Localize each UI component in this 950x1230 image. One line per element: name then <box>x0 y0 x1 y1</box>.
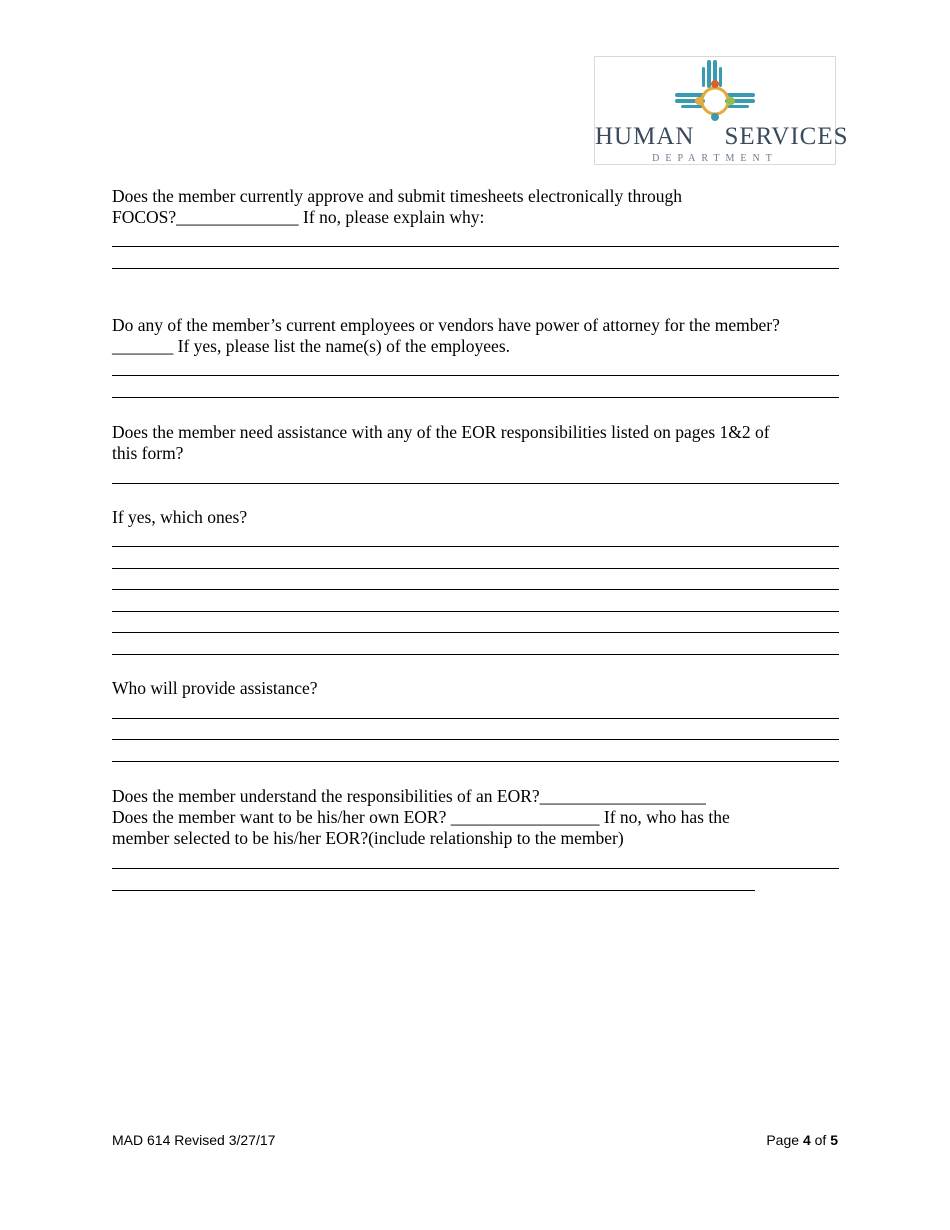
question-eor-selected: member selected to be his/her EOR?(include relationship to the member) <box>112 828 624 848</box>
answer-line[interactable] <box>112 890 755 891</box>
question-eor-own: Does the member want to be his/her own EOR? _________________ If no, who has the <box>112 807 730 827</box>
question-poa-line1: Do any of the member’s current employees or vendors have power of attorney for the member? <box>112 315 780 335</box>
answer-line[interactable] <box>112 632 839 633</box>
form-id: MAD 614 Revised 3/27/17 <box>112 1132 276 1148</box>
answer-line[interactable] <box>112 739 839 740</box>
hsd-logo <box>594 56 849 165</box>
answer-line[interactable] <box>112 483 839 484</box>
zia-sun-icon <box>595 57 835 127</box>
question-focos-line2: FOCOS?______________ If no, please explain why: <box>112 207 485 227</box>
page-number: Page 4 of 5 <box>766 1132 838 1148</box>
answer-line[interactable] <box>112 546 839 547</box>
question-focos-line1: Does the member currently approve and submit timesheets electronically through <box>112 186 683 206</box>
question-poa-line2: _______ If yes, please list the name(s) of the employees. <box>112 336 511 356</box>
question-eor-assist-line2: this form? <box>112 443 184 463</box>
answer-line[interactable] <box>112 761 839 762</box>
question-which-ones: If yes, which ones? <box>112 507 248 527</box>
answer-line[interactable] <box>112 568 839 569</box>
question-eor-understand: Does the member understand the responsibilities of an EOR?___________________ <box>112 786 706 806</box>
answer-line[interactable] <box>112 611 839 612</box>
answer-line[interactable] <box>112 718 839 719</box>
logo-department: DEPARTMENT <box>652 153 778 164</box>
answer-line[interactable] <box>112 375 839 376</box>
answer-line[interactable] <box>112 589 839 590</box>
answer-line[interactable] <box>112 868 839 869</box>
question-who-assists: Who will provide assistance? <box>112 678 318 698</box>
answer-line[interactable] <box>112 397 839 398</box>
answer-line[interactable] <box>112 246 839 247</box>
logo-wordmark: HUMAN SERVICES <box>595 123 849 150</box>
answer-line[interactable] <box>112 654 839 655</box>
answer-line[interactable] <box>112 268 839 269</box>
question-eor-assist-line1: Does the member need assistance with any of the EOR responsibilities listed on pages 1&2 of <box>112 422 770 442</box>
